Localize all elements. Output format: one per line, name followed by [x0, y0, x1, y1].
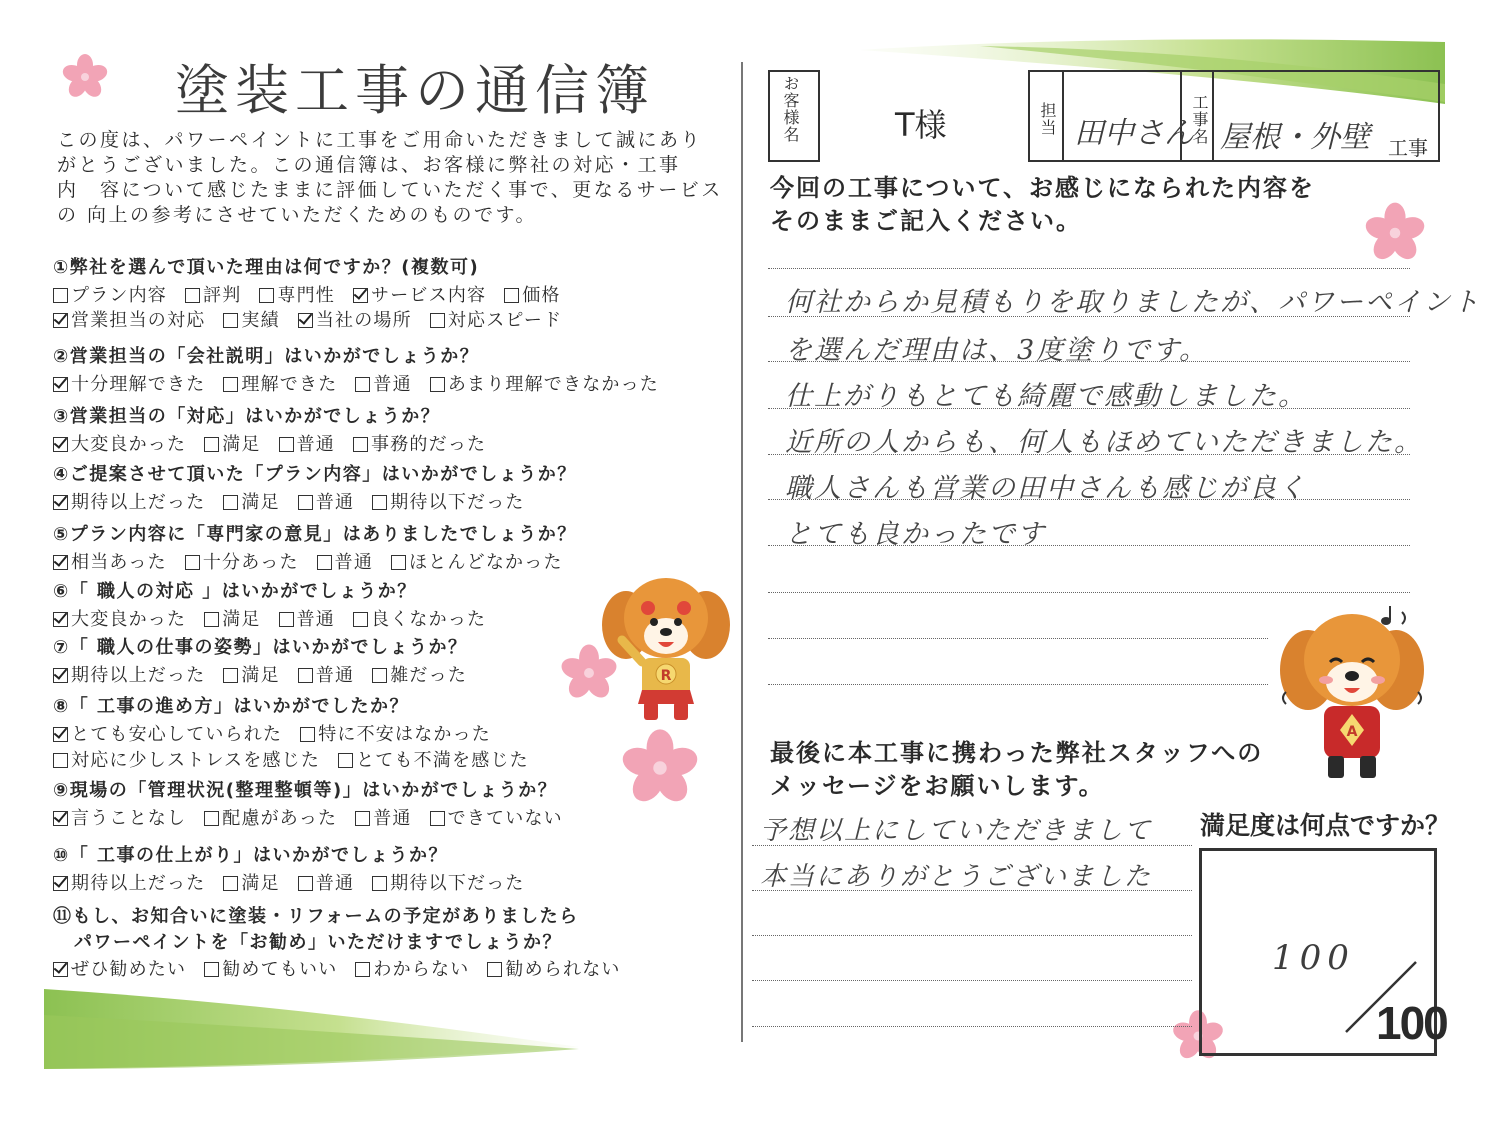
checked-checkbox[interactable]	[298, 313, 313, 328]
option-item[interactable]	[391, 548, 563, 574]
option-item[interactable]	[223, 306, 279, 332]
option-row	[53, 488, 543, 514]
option-item[interactable]	[355, 955, 469, 981]
checked-checkbox[interactable]	[53, 668, 68, 683]
option-label: 当社の場所	[315, 310, 412, 331]
unchecked-checkbox[interactable]	[355, 377, 370, 392]
option-label: 大変良かった	[71, 609, 187, 630]
option-label: 専門性	[277, 285, 336, 306]
mascot-dog-a-icon	[1272, 600, 1432, 785]
mascot-a-letter: A	[1346, 724, 1358, 740]
option-label: 満足	[241, 873, 280, 894]
option-item[interactable]	[279, 605, 335, 631]
option-item[interactable]	[355, 370, 411, 396]
option-label: 普通	[296, 609, 336, 630]
option-item[interactable]	[430, 804, 563, 830]
green-swoosh-bottom-left	[44, 985, 584, 1071]
option-label: 期待以上だった	[71, 665, 206, 686]
option-item[interactable]	[53, 281, 167, 307]
intro-line: がとうございました。この通信簿は、お客様に弊社の対応・工事	[57, 154, 681, 176]
option-label: 期待以上だった	[71, 492, 206, 513]
option-label: サービス内容	[371, 285, 487, 306]
unchecked-checkbox[interactable]	[372, 876, 387, 891]
ruled-line	[768, 638, 1268, 639]
option-label: プラン内容	[71, 285, 167, 306]
option-item[interactable]	[204, 804, 337, 830]
option-label: 配慮があった	[222, 808, 338, 829]
option-label: 十分理解できた	[71, 374, 206, 395]
option-item[interactable]	[223, 488, 279, 514]
option-label: 期待以上だった	[71, 873, 206, 894]
option-item[interactable]	[279, 430, 335, 456]
option-row	[53, 430, 504, 456]
option-item[interactable]	[353, 430, 486, 456]
work-label: 工事名	[1190, 94, 1209, 145]
question-text: パワーペイントを「お勧め」いただけますでしょうか？	[74, 932, 563, 953]
checked-checkbox[interactable]	[53, 313, 68, 328]
option-label: とても不満を感じた	[356, 750, 529, 771]
unchecked-checkbox[interactable]	[204, 612, 219, 627]
option-item[interactable]	[353, 281, 486, 307]
option-label: 普通	[315, 873, 355, 894]
impression-line: 何社からか見積もりを取りましたが、パワーペイント	[785, 287, 1481, 318]
option-label: 期待以下だった	[390, 873, 525, 894]
option-item[interactable]	[223, 869, 279, 895]
unchecked-checkbox[interactable]	[504, 288, 519, 303]
mascot-dog-r-icon	[596, 570, 736, 725]
unchecked-checkbox[interactable]	[355, 811, 370, 826]
question-text: ⑩「 工事の仕上がり」はいかがでしょうか？	[53, 845, 449, 866]
checked-checkbox[interactable]	[53, 377, 68, 392]
page-title: 塗装工事の通信簿	[175, 59, 655, 122]
option-item[interactable]	[53, 605, 186, 631]
option-label: 評判	[203, 285, 242, 306]
impression-line: 近所の人からも、何人もほめていただきました。	[785, 427, 1423, 458]
unchecked-checkbox[interactable]	[372, 668, 387, 683]
option-item[interactable]	[298, 488, 354, 514]
option-label: 特に不安はなかった	[318, 724, 492, 745]
option-label: 良くなかった	[371, 609, 487, 630]
checked-checkbox[interactable]	[53, 437, 68, 452]
option-label: 満足	[222, 609, 261, 630]
ruled-line	[768, 592, 1410, 593]
option-label: 満足	[241, 492, 280, 513]
question-text: ⑪もし、お知合いに塗装・リフォームの予定がありましたら	[53, 906, 579, 927]
option-label: 満足	[222, 434, 261, 455]
question-text: ⑤プラン内容に「専門家の意見」はありましたでしょうか？	[53, 524, 577, 545]
option-label: 普通	[334, 552, 374, 573]
option-item[interactable]	[259, 281, 335, 307]
checked-checkbox[interactable]	[53, 727, 68, 742]
checked-checkbox[interactable]	[53, 811, 68, 826]
option-item[interactable]	[204, 955, 337, 981]
intro-line: この度は、パワーペイントに工事をご用命いただきまして誠にあり	[57, 129, 703, 151]
checked-checkbox[interactable]	[53, 876, 68, 891]
unchecked-checkbox[interactable]	[430, 811, 445, 826]
option-row	[53, 306, 580, 332]
option-label: とても安心していられた	[71, 724, 283, 745]
option-label: 対応スピード	[447, 310, 563, 331]
option-label: ぜひ勧めたい	[71, 959, 187, 980]
option-label: わからない	[373, 959, 470, 980]
unchecked-checkbox[interactable]	[53, 753, 68, 768]
option-label: 十分あった	[202, 552, 299, 573]
customer-name: T様	[895, 106, 947, 144]
option-item[interactable]	[53, 955, 186, 981]
unchecked-checkbox[interactable]	[223, 313, 238, 328]
option-label: 普通	[296, 434, 336, 455]
option-item[interactable]	[338, 746, 529, 772]
unchecked-checkbox[interactable]	[300, 727, 315, 742]
checked-checkbox[interactable]	[353, 288, 368, 303]
option-label: 実績	[241, 310, 280, 331]
work-name: 屋根・外壁	[1220, 120, 1370, 155]
impression-line: とても良かったです	[785, 519, 1046, 550]
option-row	[53, 746, 547, 772]
option-label: 相当あった	[71, 552, 167, 573]
unchecked-checkbox[interactable]	[391, 555, 406, 570]
option-row	[53, 661, 485, 687]
option-item[interactable]	[204, 605, 260, 631]
option-label: ほとんどなかった	[409, 552, 563, 573]
work-divider-right	[1212, 70, 1214, 162]
impression-prompt: そのままご記入ください。	[770, 207, 1082, 235]
option-label: 言うことなし	[71, 808, 187, 829]
ruled-line	[768, 684, 1268, 685]
unchecked-checkbox[interactable]	[487, 962, 502, 977]
option-label: 価格	[522, 285, 561, 306]
option-item[interactable]	[298, 661, 354, 687]
work-suffix: 工事	[1388, 136, 1428, 160]
unchecked-checkbox[interactable]	[298, 876, 313, 891]
unchecked-checkbox[interactable]	[185, 288, 200, 303]
option-label: 普通	[373, 374, 412, 395]
option-label: 期待以下だった	[390, 492, 525, 513]
option-item[interactable]	[487, 955, 620, 981]
question-text: ②営業担当の「会社説明」はいかがでしょうか？	[53, 346, 480, 367]
unchecked-checkbox[interactable]	[204, 437, 219, 452]
option-label: 雑だった	[390, 665, 468, 686]
sakura-flower-icon	[60, 52, 110, 102]
option-item[interactable]	[53, 804, 186, 830]
unchecked-checkbox[interactable]	[53, 288, 68, 303]
question-text: ⑥「 職人の対応 」はいかがでしょうか？	[53, 581, 417, 602]
option-row	[53, 720, 509, 746]
option-label: 普通	[315, 665, 355, 686]
option-item[interactable]	[185, 548, 299, 574]
option-label: 大変良かった	[71, 434, 187, 455]
unchecked-checkbox[interactable]	[204, 962, 219, 977]
option-item[interactable]	[372, 488, 524, 514]
option-label: あまり理解できなかった	[447, 374, 660, 395]
impression-line: 職人さんも営業の田中さんも感じが良く	[785, 473, 1307, 504]
customer-name-label: お客様名	[781, 75, 800, 143]
satisfaction-max: 100	[1376, 997, 1447, 1049]
option-item[interactable]	[372, 869, 524, 895]
ruled-line	[752, 1026, 1192, 1027]
unchecked-checkbox[interactable]	[353, 612, 368, 627]
impression-line: を選んだ理由は、3度塗りです。	[785, 335, 1209, 366]
option-row	[53, 605, 504, 631]
question-text: ⑨現場の「管理状況(整理整頓等)」はいかがでしょうか？	[53, 780, 558, 801]
option-item[interactable]	[504, 281, 560, 307]
option-label: 満足	[241, 665, 280, 686]
intro-line: の 向上の参考にさせていただくためのものです。	[57, 204, 538, 226]
option-label: 普通	[373, 808, 412, 829]
option-item[interactable]	[53, 869, 205, 895]
unchecked-checkbox[interactable]	[223, 668, 238, 683]
option-row	[53, 548, 581, 574]
staff-label: 担当	[1038, 102, 1057, 136]
question-text: ④ご提案させて頂いた「プラン内容」はいかがでしょうか？	[53, 464, 577, 485]
option-label: 勧めてもいい	[222, 959, 338, 980]
question-text: ①弊社を選んで頂いた理由は何ですか？(複数可)	[53, 257, 480, 278]
checked-checkbox[interactable]	[53, 495, 68, 510]
ruled-line	[752, 980, 1192, 981]
option-item[interactable]	[53, 370, 205, 396]
staff-divider	[1062, 70, 1064, 162]
question-text: ③営業担当の「対応」はいかがでしょうか？	[53, 406, 441, 427]
sakura-flower-icon	[618, 726, 702, 810]
unchecked-checkbox[interactable]	[279, 437, 294, 452]
staff-name: 田中さん	[1074, 116, 1194, 151]
option-item[interactable]	[53, 306, 205, 332]
unchecked-checkbox[interactable]	[430, 377, 445, 392]
option-row	[53, 370, 677, 396]
option-row	[53, 281, 579, 307]
option-item[interactable]	[430, 370, 659, 396]
checked-checkbox[interactable]	[53, 555, 68, 570]
option-item[interactable]	[298, 869, 354, 895]
unchecked-checkbox[interactable]	[279, 612, 294, 627]
column-divider	[741, 62, 743, 1042]
checked-checkbox[interactable]	[53, 612, 68, 627]
option-row	[53, 804, 581, 830]
option-item[interactable]	[355, 804, 411, 830]
satisfaction-score: 100	[1272, 938, 1355, 978]
option-label: 対応に少しストレスを感じた	[71, 750, 321, 771]
checked-checkbox[interactable]	[53, 962, 68, 977]
intro-line: 内 容について感じたままに評価していただく事で、更なるサービス	[57, 179, 723, 201]
mascot-r-letter: R	[660, 668, 672, 684]
unchecked-checkbox[interactable]	[338, 753, 353, 768]
option-item[interactable]	[53, 430, 186, 456]
option-label: 営業担当の対応	[71, 310, 206, 331]
impression-line: 仕上がりもとても綺麗で感動しました。	[785, 381, 1307, 412]
option-item[interactable]	[53, 746, 320, 772]
question-text: ⑧「 工事の進め方」はいかがでしたか？	[53, 696, 410, 717]
option-item[interactable]	[204, 430, 260, 456]
option-item[interactable]	[53, 661, 205, 687]
unchecked-checkbox[interactable]	[185, 555, 200, 570]
unchecked-checkbox[interactable]	[223, 377, 238, 392]
option-item[interactable]	[185, 281, 241, 307]
option-item[interactable]	[223, 370, 337, 396]
question-text: ⑦「 職人の仕事の姿勢」はいかがでしょうか？	[53, 637, 468, 658]
unchecked-checkbox[interactable]	[223, 495, 238, 510]
option-row	[53, 869, 543, 895]
option-item[interactable]	[430, 306, 562, 332]
option-item[interactable]	[53, 548, 167, 574]
option-item[interactable]	[223, 661, 279, 687]
option-label: できていない	[447, 808, 563, 829]
option-item[interactable]	[317, 548, 373, 574]
option-item[interactable]	[298, 306, 412, 332]
option-label: 事務的だった	[371, 434, 487, 455]
unchecked-checkbox[interactable]	[355, 962, 370, 977]
satisfaction-label: 満足度は何点ですか？	[1200, 811, 1451, 840]
unchecked-checkbox[interactable]	[317, 555, 332, 570]
unchecked-checkbox[interactable]	[430, 313, 445, 328]
message-line: 本当にありがとうございました	[760, 862, 1153, 892]
impression-prompt: 今回の工事について、お感じになられた内容を	[770, 174, 1316, 202]
option-item[interactable]	[353, 605, 486, 631]
option-label: 勧められない	[505, 959, 621, 980]
option-label: 理解できた	[241, 374, 338, 395]
message-prompt: メッセージをお願いします。	[770, 772, 1105, 800]
unchecked-checkbox[interactable]	[353, 437, 368, 452]
option-item[interactable]	[372, 661, 467, 687]
message-line: 予想以上にしていただきまして	[760, 816, 1153, 846]
unchecked-checkbox[interactable]	[372, 495, 387, 510]
ruled-line	[768, 268, 1410, 269]
sakura-flower-icon	[1362, 200, 1428, 266]
unchecked-checkbox[interactable]	[298, 668, 313, 683]
unchecked-checkbox[interactable]	[298, 495, 313, 510]
option-item[interactable]	[300, 720, 491, 746]
option-label: 普通	[315, 492, 355, 513]
unchecked-checkbox[interactable]	[204, 811, 219, 826]
message-prompt: 最後に本工事に携わった弊社スタッフへの	[770, 739, 1264, 767]
ruled-line	[752, 935, 1192, 936]
unchecked-checkbox[interactable]	[259, 288, 274, 303]
option-row	[53, 955, 639, 981]
option-item[interactable]	[53, 488, 205, 514]
unchecked-checkbox[interactable]	[223, 876, 238, 891]
option-item[interactable]	[53, 720, 282, 746]
